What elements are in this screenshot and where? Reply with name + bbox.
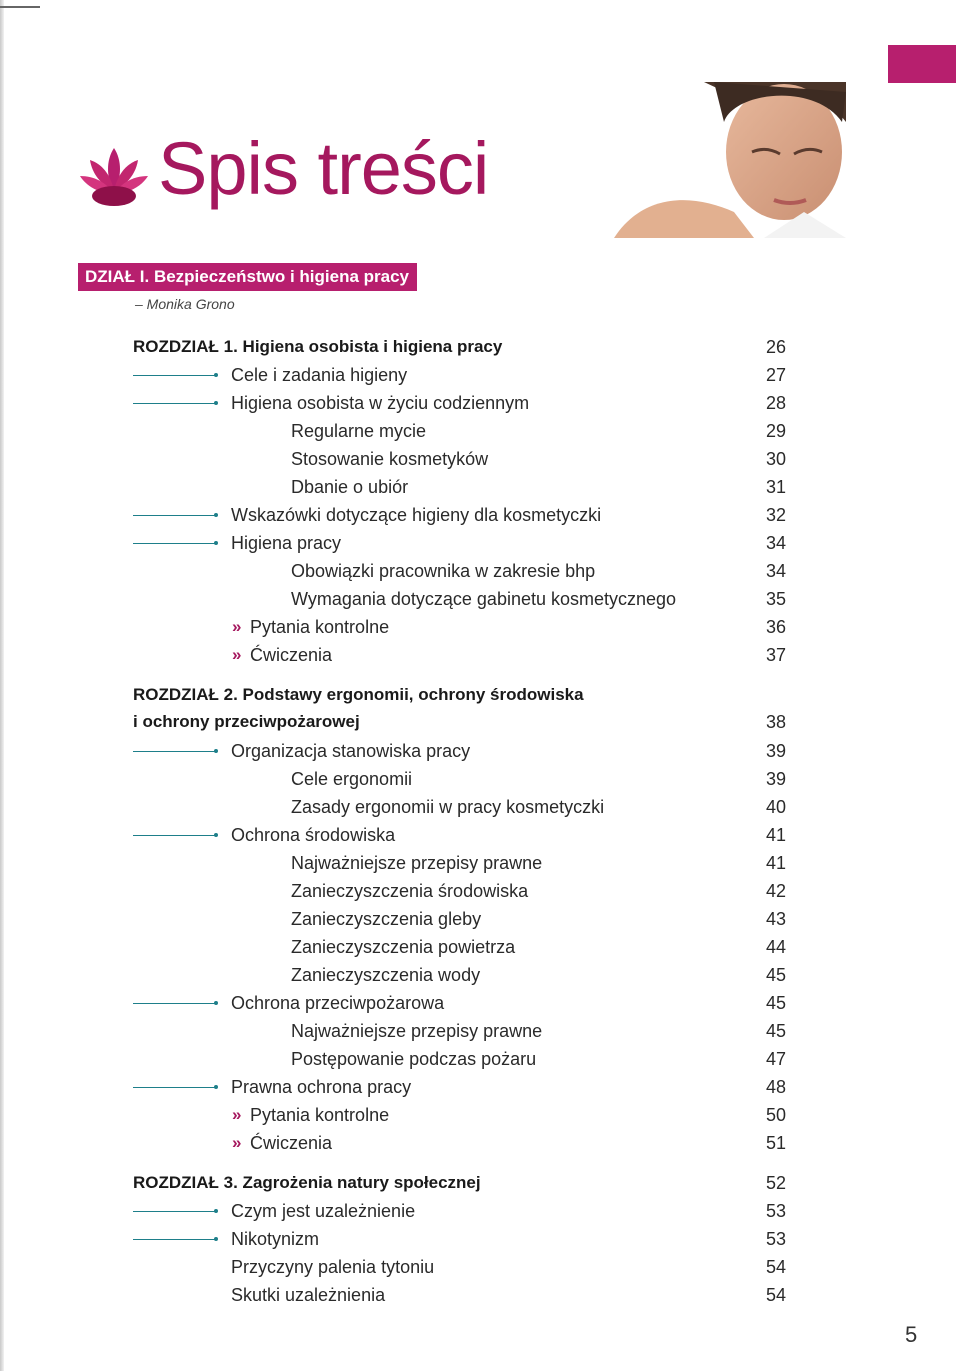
toc-entry-label: Czym jest uzależnienie [231, 1201, 416, 1221]
toc-page-number: 35 [765, 589, 786, 609]
toc-page-number: 45 [765, 1021, 786, 1041]
toc-subsection-row [0, 418, 960, 444]
toc-subsection-row [0, 1046, 960, 1072]
toc-exercise-row [0, 1130, 960, 1156]
connector-line-icon [133, 1087, 215, 1088]
author-name: – Monika Grono [135, 296, 235, 312]
connector-line-icon [133, 375, 215, 376]
toc-section-row [0, 738, 960, 764]
toc-section-row [0, 502, 960, 528]
toc-entry-label: Przyczyny palenia tytoniu [231, 1257, 435, 1277]
toc-section-row [0, 1282, 960, 1308]
toc-entry-label: ROZDZIAŁ 2. Podstawy ergonomii, ochrony środowiska [133, 685, 584, 704]
toc-subsection-row [0, 934, 960, 960]
toc-page-number: 48 [765, 1077, 786, 1097]
toc-subsection-row [0, 1018, 960, 1044]
toc-subsection-row [0, 878, 960, 904]
toc-entry-label: Organizacja stanowiska pracy [231, 741, 471, 761]
toc-page-number: 42 [765, 881, 786, 901]
connector-line-icon [133, 1211, 215, 1212]
toc-entry-label: i ochrony przeciwpożarowej [133, 712, 360, 731]
toc-page-number: 39 [765, 741, 786, 761]
toc-entry-label: Ochrona przeciwpożarowa [231, 993, 445, 1013]
toc-page-number: 52 [765, 1173, 786, 1193]
toc-page-number: 44 [765, 937, 786, 957]
toc-subsection-row [0, 474, 960, 500]
toc-entry-label: Najważniejsze przepisy prawne [291, 1021, 543, 1041]
toc-page-number: 26 [765, 337, 786, 357]
toc-chapter-row [0, 709, 960, 735]
section-tab-marker [888, 45, 956, 83]
toc-page-number: 45 [765, 965, 786, 985]
toc-page-number: 47 [765, 1049, 786, 1069]
toc-page-number: 53 [765, 1201, 786, 1221]
toc-page-number: 36 [765, 617, 786, 637]
toc-entry-label: Zanieczyszczenia środowiska [291, 881, 529, 901]
toc-entry-label: ROZDZIAŁ 1. Higiena osobista i higiena pracy [133, 337, 503, 356]
toc-chapter-row [0, 682, 960, 708]
toc-subsection-row [0, 558, 960, 584]
toc-entry-label: Cele ergonomii [291, 769, 413, 789]
toc-subsection-row [0, 962, 960, 988]
toc-entry-label: Higiena osobista w życiu codziennym [231, 393, 530, 413]
double-chevron-icon: » [232, 645, 242, 664]
page-number: 5 [905, 1322, 918, 1347]
connector-line-icon [133, 835, 215, 836]
toc-entry-label: Zanieczyszczenia gleby [291, 909, 482, 929]
connector-line-icon [133, 1239, 215, 1240]
toc-page-number: 28 [765, 393, 786, 413]
toc-entry-label: Cele i zadania higieny [231, 365, 408, 385]
toc-section-row [0, 1226, 960, 1252]
toc-page-number: 40 [765, 797, 786, 817]
toc-subsection-row [0, 446, 960, 472]
toc-section-row [0, 362, 960, 388]
toc-entry-label: Ćwiczenia [250, 645, 333, 665]
toc-page-number: 45 [765, 993, 786, 1013]
toc-subsection-row [0, 586, 960, 612]
toc-subsection-row [0, 766, 960, 792]
toc-page-number: 29 [765, 421, 786, 441]
toc-section-row [0, 530, 960, 556]
toc-entry-label: Prawna ochrona pracy [231, 1077, 412, 1097]
toc-entry-label: Najważniejsze przepisy prawne [291, 853, 543, 873]
toc-exercise-row [0, 1102, 960, 1128]
connector-line-icon [133, 751, 215, 752]
toc-exercise-row [0, 642, 960, 668]
double-chevron-icon: » [232, 1133, 242, 1152]
toc-chapter-row [0, 334, 960, 360]
connector-line-icon [133, 515, 215, 516]
connector-line-icon [133, 1003, 215, 1004]
toc-entry-label: Pytania kontrolne [250, 617, 390, 637]
toc-page-number: 39 [765, 769, 786, 789]
section-heading: DZIAŁ I. Bezpieczeństwo i higiena pracy [78, 263, 417, 291]
toc-page-number: 37 [765, 645, 786, 665]
toc-entry-label: Zasady ergonomii w pracy kosmetyczki [291, 797, 605, 817]
toc-entry-label: Skutki uzależnienia [231, 1285, 386, 1305]
toc-page-number: 38 [765, 712, 786, 732]
toc-chapter-row [0, 1170, 960, 1196]
toc-section-row [0, 1254, 960, 1280]
toc-page-number: 27 [765, 365, 786, 385]
toc-page-number: 53 [765, 1229, 786, 1249]
toc-page-number: 34 [765, 561, 786, 581]
toc-page-number: 41 [765, 853, 786, 873]
toc-section-row [0, 1198, 960, 1224]
lotus-flower-icon [78, 138, 150, 210]
toc-entry-label: Wskazówki dotyczące higieny dla kosmetyczki [231, 505, 602, 525]
toc-entry-label: Obowiązki pracownika w zakresie bhp [291, 561, 596, 581]
toc-entry-label: Zanieczyszczenia wody [291, 965, 481, 985]
toc-entry-label: Stosowanie kosmetyków [291, 449, 489, 469]
toc-entry-label: Regularne mycie [291, 421, 427, 441]
toc-section-row [0, 390, 960, 416]
toc-page-number: 31 [765, 477, 786, 497]
toc-section-row [0, 822, 960, 848]
scan-mark [0, 6, 40, 8]
toc-page-number: 43 [765, 909, 786, 929]
toc-entry-label: Pytania kontrolne [250, 1105, 390, 1125]
toc-subsection-row [0, 906, 960, 932]
toc-entry-label: Nikotynizm [231, 1229, 320, 1249]
toc-page-number: 54 [765, 1285, 786, 1305]
toc-entry-label: Postępowanie podczas pożaru [291, 1049, 537, 1069]
toc-section-row [0, 990, 960, 1016]
page-title: Spis treści [158, 127, 489, 210]
toc-page-number: 41 [765, 825, 786, 845]
toc-entry-label: Zanieczyszczenia powietrza [291, 937, 516, 957]
toc-exercise-row [0, 614, 960, 640]
toc-subsection-row [0, 850, 960, 876]
toc-entry-label: ROZDZIAŁ 3. Zagrożenia natury społecznej [133, 1173, 481, 1192]
woman-portrait-image [614, 82, 846, 238]
toc-section-row [0, 1074, 960, 1100]
connector-line-icon [133, 543, 215, 544]
toc-page-number: 54 [765, 1257, 786, 1277]
double-chevron-icon: » [232, 617, 242, 636]
toc-page-number: 34 [765, 533, 786, 553]
toc-entry-label: Ćwiczenia [250, 1133, 333, 1153]
double-chevron-icon: » [232, 1105, 242, 1124]
toc-entry-label: Wymagania dotyczące gabinetu kosmetycznego [291, 589, 677, 609]
toc-entry-label: Higiena pracy [231, 533, 342, 553]
toc-subsection-row [0, 794, 960, 820]
toc-entry-label: Ochrona środowiska [231, 825, 396, 845]
toc-page-number: 32 [765, 505, 786, 525]
toc-page-number: 50 [765, 1105, 786, 1125]
toc-page-number: 51 [765, 1133, 786, 1153]
connector-line-icon [133, 403, 215, 404]
toc-page-number: 30 [765, 449, 786, 469]
toc-entry-label: Dbanie o ubiór [291, 477, 409, 497]
